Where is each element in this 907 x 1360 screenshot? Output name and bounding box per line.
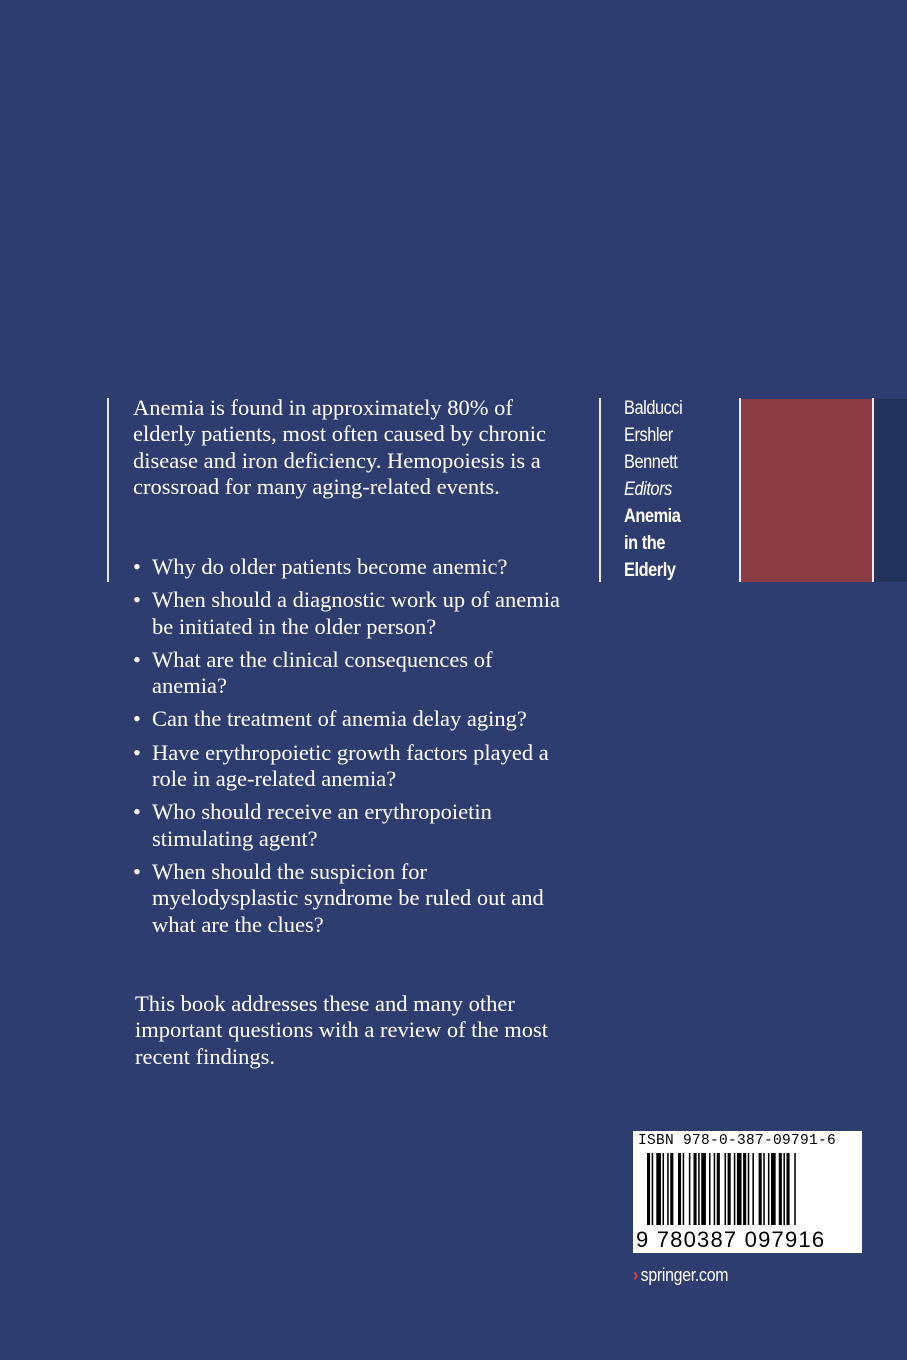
- intro-paragraph: Anemia is found in approximately 80% of elderly patients, most often caused by chronic disease and iron deficiency. Hemopoiesis is a crossroad for many aging-related events.: [133, 395, 546, 499]
- list-item: • When should the suspicion for myelodysplastic syndrome be ruled out and what are the clues?: [133, 858, 544, 937]
- editors-label: Editors: [624, 479, 672, 500]
- chevron-right-icon: ›: [633, 1265, 639, 1285]
- publisher-url: springer.com: [640, 1265, 729, 1285]
- red-accent-block: [741, 399, 872, 582]
- list-item: • Have erythropoietic growth factors played a role in age-related anemia?: [133, 739, 549, 792]
- list-item: • Can the treatment of anemia delay aging?: [133, 706, 527, 732]
- list-item: • When should a diagnostic work up of anemia be initiated in the older person?: [133, 587, 561, 639]
- bullet-icon: •: [133, 554, 141, 579]
- barcode-digits: 9 780387 097916: [636, 1227, 826, 1252]
- author-name: Ershler: [624, 425, 673, 446]
- publisher-link[interactable]: [633, 1265, 728, 1286]
- list-item: • What are the clinical consequences of anemia?: [133, 646, 493, 699]
- spine-title-block: [624, 395, 682, 584]
- spine-divider-rule: [599, 398, 601, 582]
- list-item: • Why do older patients become anemic?: [133, 554, 508, 579]
- left-divider-rule: [107, 398, 109, 582]
- questions-list: [133, 554, 573, 945]
- bullet-icon: •: [133, 799, 141, 825]
- bullet-icon: •: [133, 587, 141, 613]
- list-item: • Who should receive an erythropoietin stimulating agent?: [133, 799, 492, 851]
- book-title-line: Elderly: [624, 560, 676, 581]
- closing-paragraph: This book addresses these and many other important questions with a review of the most recent findings.: [135, 991, 549, 1069]
- isbn-barcode: [633, 1131, 862, 1253]
- dark-accent-strip: [874, 399, 907, 582]
- author-name: Bennett: [624, 452, 678, 473]
- book-title-line: in the: [624, 533, 665, 554]
- bullet-icon: •: [133, 646, 141, 672]
- isbn-label: ISBN 978-0-387-09791-6: [638, 1133, 837, 1149]
- book-title-line: Anemia: [624, 506, 681, 527]
- bullet-icon: •: [133, 858, 141, 884]
- author-name: Balducci: [624, 398, 683, 419]
- bullet-icon: •: [133, 739, 141, 765]
- bullet-icon: •: [133, 706, 141, 732]
